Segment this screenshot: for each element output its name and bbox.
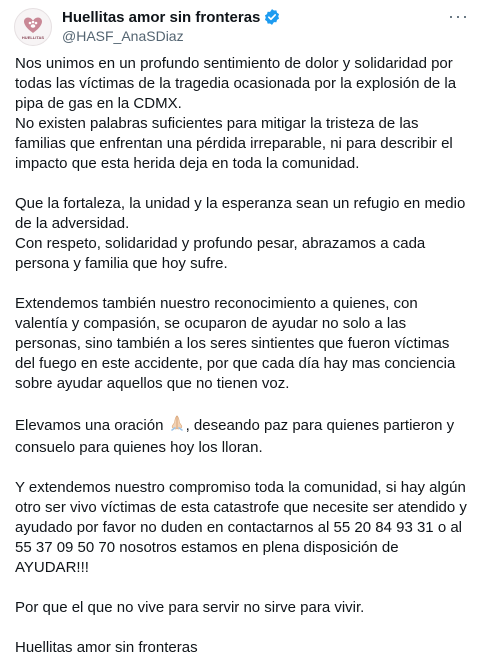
folded-hands-icon [168,414,186,438]
tweet-line: Nos unimos en un profundo sentimiento de dolor y solidaridad por todas las víctimas de la tragedia ocasionada por la explosión de la pipa de gas en la CDMX. [15,55,457,112]
author-display-name[interactable]: Huellitas amor sin fronteras [62,8,261,26]
tweet-line: Con respeto, solidaridad y profundo pesar, abrazamos a cada persona y familia que hoy sufre. [15,235,426,272]
tweet-line: Que la fortaleza, la unidad y la esperanza sean un refugio en medio de la adversidad. [15,195,466,232]
more-icon: ··· [448,6,469,26]
tweet-text [15,54,469,658]
tweet-signature: Huellitas amor sin fronteras [15,639,198,656]
tweet-paragraph: Por que el que no vive para servir no sirve para vivir. [15,599,365,616]
author-name-row [62,8,281,26]
tweet-paragraph: Y extendemos nuestro compromiso toda la comunidad, si hay algún otro ser vivo víctimas de esta catastrofe que necesite ser atendido y ayudado por favor no duden en contactarnos al 55 20 84 93 31 o al 55 37 09 50 70 nosotros estamos en plena disposición de AYUDAR!!! [15,479,467,576]
author-handle[interactable]: @HASF_AnaSDiaz [62,28,184,44]
avatar-logo-text: HUELLITAS [21,34,45,40]
tweet-header [0,0,481,52]
tweet-line: No existen palabras suficientes para mitigar la tristeza de las familias que enfrentan una pérdida irreparable, ni para describir el impacto que esta herida deja en toda la comunidad. [15,115,453,172]
prayer-text-start: Elevamos una oración [15,417,168,434]
tweet-paragraph: Extendemos también nuestro reconocimiento a quienes, con valentía y compasión, se ocuparon de ayudar no solo a las personas, sino también a los seres sintientes que fueron víctimas del fuego en este accidente, por que cada día hay mas conciencia sobre ayudar aquellos que no tienen voz. [15,295,456,392]
avatar[interactable] [14,8,52,46]
prayer-text-end: , deseando paz para quienes partieron y consuelo para quienes hoy los lloran. [15,417,455,456]
tweet-paragraph-prayer [15,414,469,458]
paw-heart-logo-icon [22,15,44,35]
more-options-button[interactable] [448,6,469,27]
verified-badge-icon[interactable] [263,8,281,26]
